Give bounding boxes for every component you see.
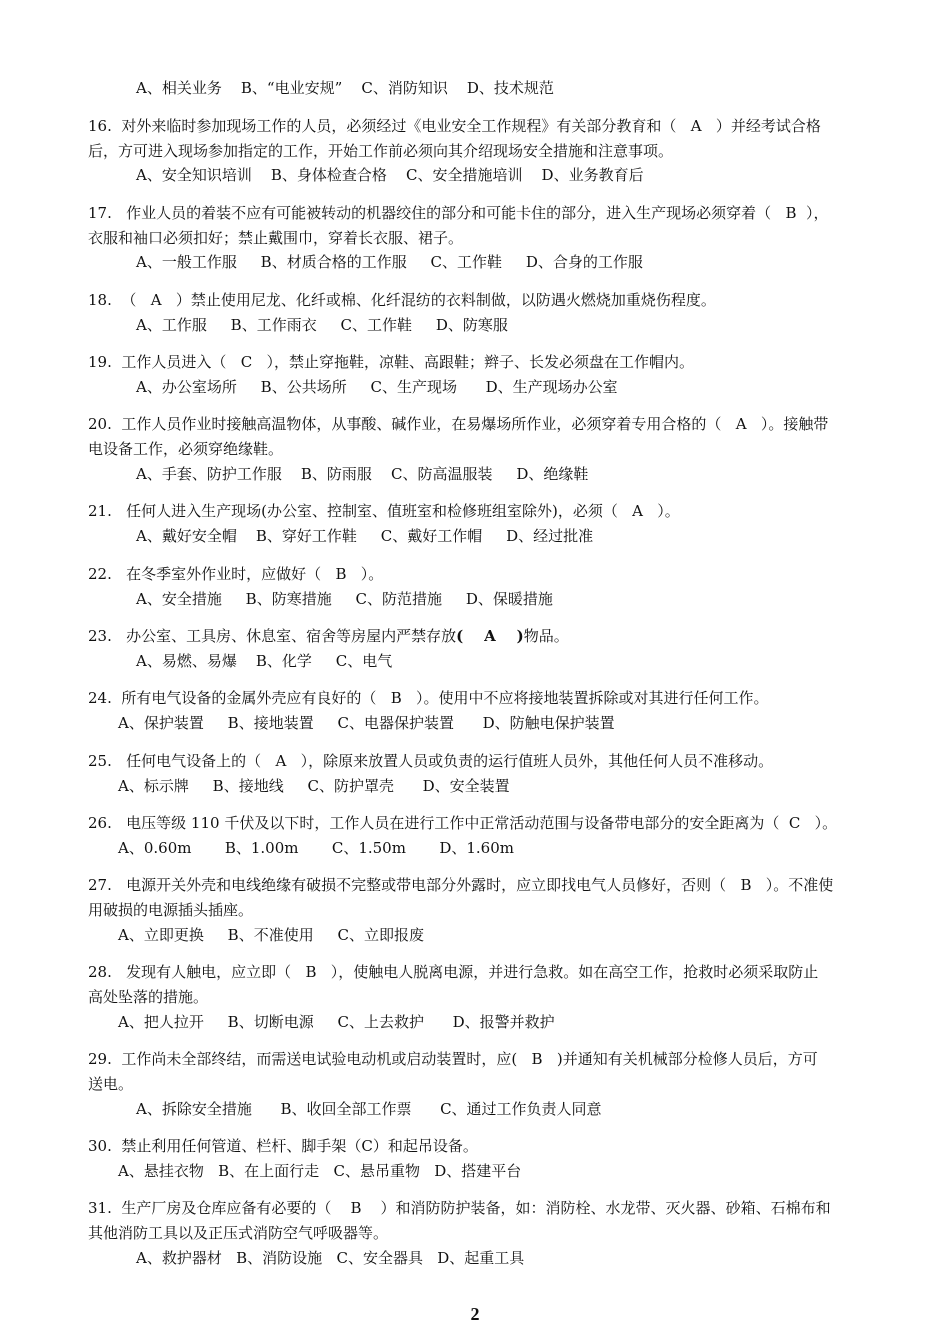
question-17-options: A、一般工作服 B、材质合格的工作服 C、工作鞋 D、合身的工作服 (136, 253, 643, 271)
question-30-options: A、悬挂衣物 B、在上面行走 C、悬吊重物 D、搭建平台 (118, 1162, 522, 1180)
question-28-line-2: 高处坠落的措施。 (88, 988, 209, 1006)
question-21-options: A、戴好安全帽 B、穿好工作鞋 C、戴好工作帽 D、经过批准 (136, 527, 594, 545)
question-31-line-1: 31. 生产厂房及仓库应备有必要的（ B ）和消防防护装备，如：消防栓、水龙带、灭火器、砂箱、石棉布和 (88, 1199, 831, 1217)
question-29-line-1: 29. 工作尚未全部终结，而需送电试验电动机或启动装置时，应( B )并通知有关机械部分检修人员后，方可 (88, 1050, 818, 1068)
question-28-options: A、把人拉开 B、切断电源 C、上去救护 D、报警并救护 (118, 1013, 555, 1031)
question-21-line-1: 21. 任何人进入生产现场(办公室、控制室、值班室和检修班组室除外)，必须（ A ）。 (88, 502, 680, 520)
question-30-line-1: 30. 禁止利用任何管道、栏杆、脚手架（C）和起吊设备。 (88, 1137, 478, 1155)
question-31-line-2: 其他消防工具以及正压式消防空气呼吸器等。 (88, 1224, 389, 1242)
question-23-text-a: 23. 办公室、工具房、休息室、宿舍等房屋内严禁存放 (88, 627, 457, 645)
question-26-line-1: 26. 电压等级 110 千伏及以下时，工作人员在进行工作中正常活动范围与设备带电部分的安全距离为（ C ）。 (88, 814, 838, 832)
question-25-line-1: 25. 任何电气设备上的（ A ），除原来放置人员或负责的运行值班人员外，其他任何人员不准移动。 (88, 752, 774, 770)
question-27-options: A、立即更换 B、不准使用 C、立即报废 (118, 926, 425, 944)
question-16-options: A、安全知识培训 B、身体检查合格 C、安全措施培训 D、业务教育后 (136, 166, 644, 184)
page-number: 2 (470, 1304, 480, 1324)
question-16-line-1: 16. 对外来临时参加现场工作的人员，必须经过《电业安全工作规程》有关部分教育和（ A ）并经考试合格 (88, 117, 821, 135)
question-26-options: A、0.60m B、1.00m C、1.50m D、1.60m (118, 839, 514, 857)
question-17-line-2: 衣服和袖口必须扣好；禁止戴围巾，穿着长衣服、裙子。 (88, 229, 464, 247)
question-24-options: A、保护装置 B、接地装置 C、电器保护装置 D、防触电保护装置 (118, 714, 615, 732)
question-24-line-1: 24. 所有电气设备的金属外壳应有良好的（ B ）。使用中不应将接地装置拆除或对其进行任何工作。 (88, 689, 769, 707)
question-29-line-2: 送电。 (88, 1075, 134, 1093)
question-29-options: A、拆除安全措施 B、收回全部工作票 C、通过工作负责人同意 (136, 1100, 602, 1118)
question-19-line-1: 19. 工作人员进入（ C ），禁止穿拖鞋，凉鞋、高跟鞋；辫子、长发必须盘在工作帽内。 (88, 353, 694, 371)
question-22-line-1: 22. 在冬季室外作业时，应做好（ B ）。 (88, 565, 384, 583)
question-16-line-2: 后，方可进入现场参加指定的工作，开始工作前必须向其介绍现场安全措施和注意事项。 (88, 142, 674, 160)
question-20-options: A、手套、防护工作服 B、防雨服 C、防高温服装 D、绝缘鞋 (136, 465, 589, 483)
question-27-line-1: 27. 电源开关外壳和电线绝缘有破损不完整或带电部分外露时，应立即找电气人员修好，否则（ B ）。不准使 (88, 876, 834, 894)
question-19-options: A、办公室场所 B、公共场所 C、生产现场 D、生产现场办公室 (136, 378, 618, 396)
question-27-line-2: 用破损的电源插头插座。 (88, 901, 254, 919)
question-23-text-b: 物品。 (523, 627, 569, 645)
question-23-options: A、易燃、易爆 B、化学 C、电气 (136, 652, 393, 670)
question-23-line-1 (88, 626, 569, 646)
question-23-answer: ( A ) (456, 627, 524, 645)
question-17-line-1: 17. 作业人员的着装不应有可能被转动的机器绞住的部分和可能卡住的部分，进入生产现场必须穿着（ B ）， (88, 204, 829, 222)
question-22-options: A、安全措施 B、防寒措施 C、防范措施 D、保暖措施 (136, 590, 553, 608)
question-18-options: A、工作服 B、工作雨衣 C、工作鞋 D、防寒服 (136, 316, 508, 334)
question-18-line-1: 18. （ A ）禁止使用尼龙、化纤或棉、化纤混纺的衣料制做，以防遇火燃烧加重烧伤程度。 (88, 291, 716, 309)
question-20-line-1: 20. 工作人员作业时接触高温物体，从事酸、碱作业，在易爆场所作业，必须穿着专用合格的（ A ）。接触带 (88, 415, 829, 433)
question-28-line-1: 28. 发现有人触电，应立即（ B ），使触电人脱离电源，并进行急救。如在高空工作，抢救时必须采取防止 (88, 963, 819, 981)
question-20-line-2: 电设备工作，必须穿绝缘鞋。 (88, 440, 284, 458)
question-31-options: A、救护器材 B、消防设施 C、安全器具 D、起重工具 (136, 1249, 525, 1267)
question-25-options: A、标示牌 B、接地线 C、防护罩壳 D、安全装置 (118, 777, 510, 795)
options-line: A、相关业务 B、“电业安规” C、消防知识 D、技术规范 (136, 79, 554, 97)
